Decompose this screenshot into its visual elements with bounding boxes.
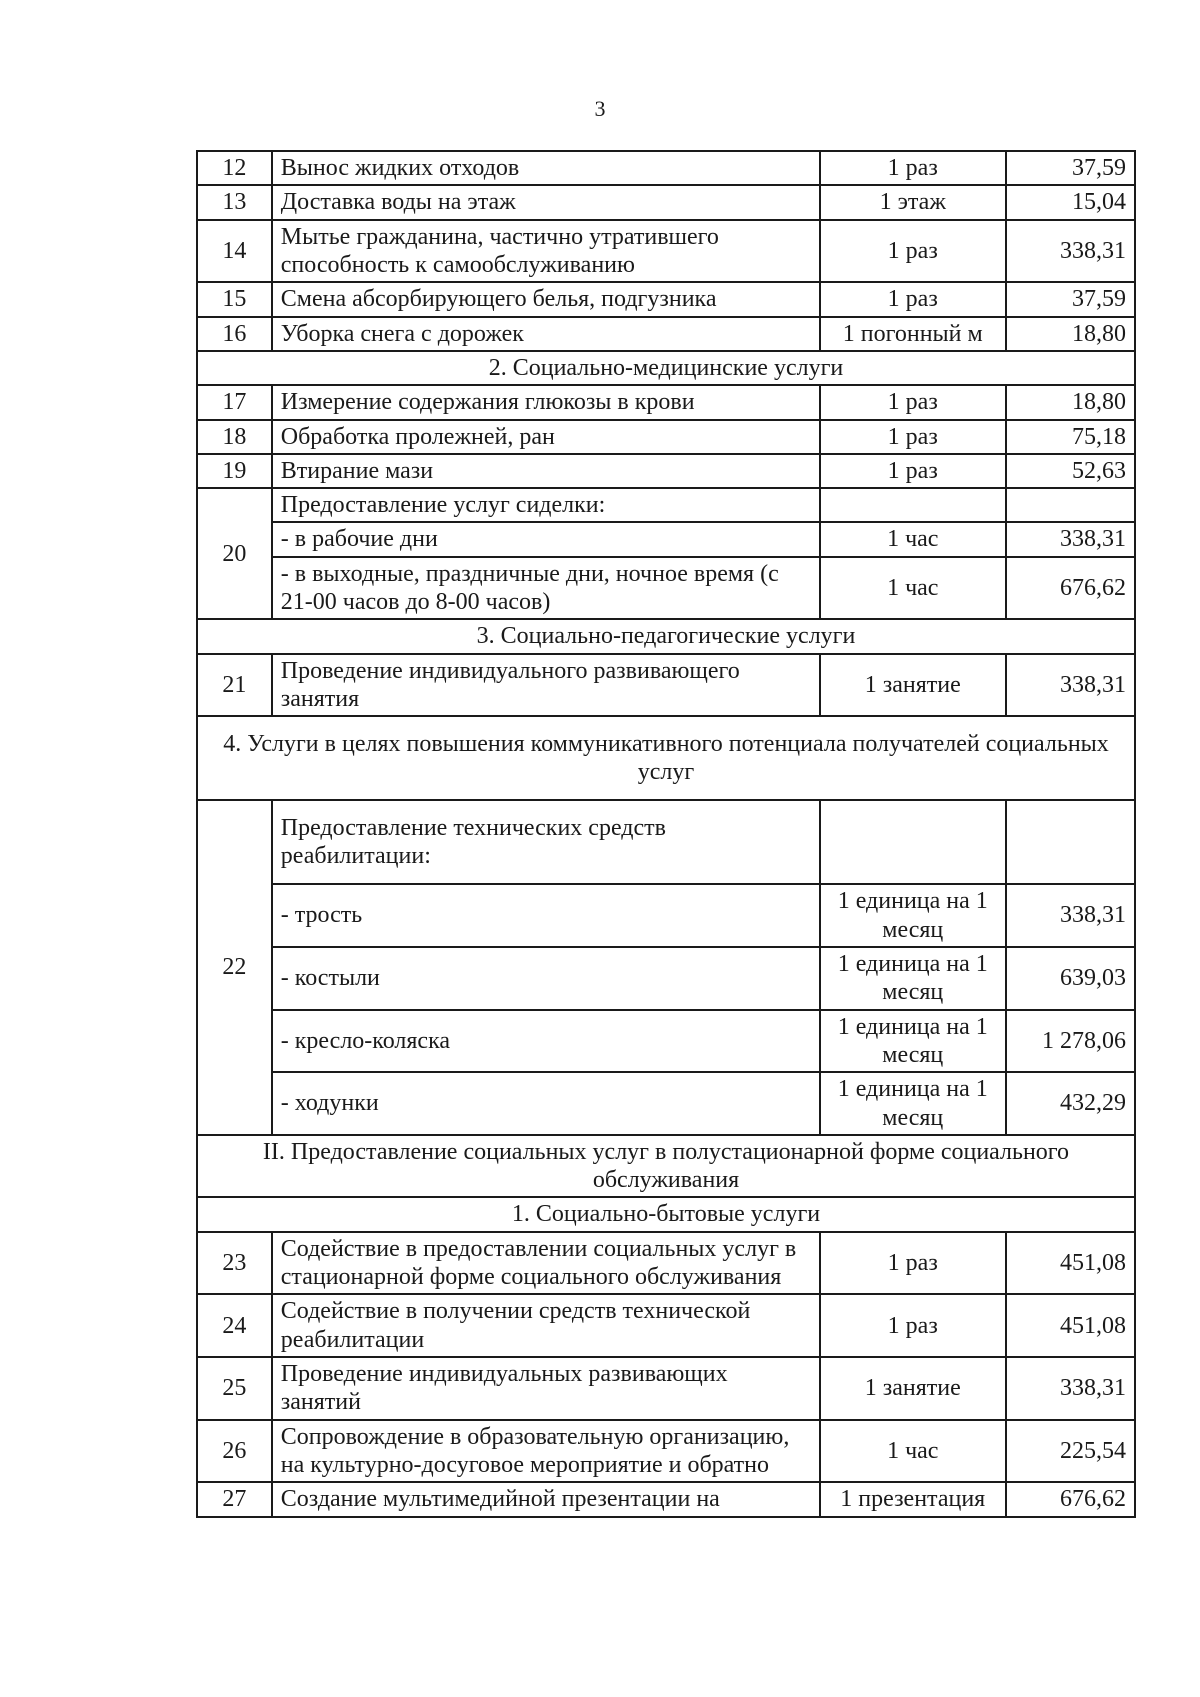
service-unit: 1 час xyxy=(820,557,1006,620)
service-name: - кресло-коляска xyxy=(272,1010,820,1073)
section-title: 3. Социально-педагогические услуги xyxy=(197,619,1135,653)
service-name: Мытье гражданина, частично утратившего способность к самообслуживанию xyxy=(272,220,820,283)
row-number: 16 xyxy=(197,317,272,351)
service-unit: 1 раз xyxy=(820,1232,1006,1295)
row-number: 13 xyxy=(197,185,272,219)
row-number: 15 xyxy=(197,282,272,316)
service-unit: 1 погонный м xyxy=(820,317,1006,351)
row-number: 25 xyxy=(197,1357,272,1420)
row-number: 14 xyxy=(197,220,272,283)
service-unit: 1 раз xyxy=(820,220,1006,283)
service-unit: 1 раз xyxy=(820,151,1006,185)
service-price: 15,04 xyxy=(1006,185,1135,219)
table-row xyxy=(197,654,1135,717)
service-unit: 1 единица на 1 месяц xyxy=(820,1010,1006,1073)
service-price: 338,31 xyxy=(1006,1357,1135,1420)
service-name: Обработка пролежней, ран xyxy=(272,420,820,454)
service-price: 451,08 xyxy=(1006,1294,1135,1357)
service-price xyxy=(1006,488,1135,522)
service-price: 451,08 xyxy=(1006,1232,1135,1295)
service-name: Смена абсорбирующего белья, подгузника xyxy=(272,282,820,316)
service-name: - ходунки xyxy=(272,1072,820,1135)
table-row xyxy=(197,800,1135,884)
service-name: Создание мультимедийной презентации на xyxy=(272,1482,820,1516)
service-price: 676,62 xyxy=(1006,557,1135,620)
table-row xyxy=(197,385,1135,419)
table-row xyxy=(197,488,1135,522)
service-price: 75,18 xyxy=(1006,420,1135,454)
row-number: 27 xyxy=(197,1482,272,1516)
row-number: 18 xyxy=(197,420,272,454)
table-subrow xyxy=(197,557,1135,620)
service-unit: 1 раз xyxy=(820,454,1006,488)
table-subrow xyxy=(197,1072,1135,1135)
service-unit: 1 раз xyxy=(820,420,1006,454)
service-unit: 1 раз xyxy=(820,385,1006,419)
row-number: 23 xyxy=(197,1232,272,1295)
service-price: 225,54 xyxy=(1006,1420,1135,1483)
service-price: 37,59 xyxy=(1006,282,1135,316)
service-name: - трость xyxy=(272,884,820,947)
service-price: 676,62 xyxy=(1006,1482,1135,1516)
section-header-row xyxy=(197,1197,1135,1231)
service-unit: 1 раз xyxy=(820,1294,1006,1357)
service-name: Предоставление услуг сиделки: xyxy=(272,488,820,522)
page-number: 3 xyxy=(594,96,606,121)
service-price xyxy=(1006,800,1135,884)
row-number: 17 xyxy=(197,385,272,419)
table-subrow xyxy=(197,884,1135,947)
service-unit: 1 занятие xyxy=(820,654,1006,717)
table-row xyxy=(197,282,1135,316)
table-row xyxy=(197,420,1135,454)
section-title: 1. Социально-бытовые услуги xyxy=(197,1197,1135,1231)
service-name: Втирание мази xyxy=(272,454,820,488)
service-name: Измерение содержания глюкозы в крови xyxy=(272,385,820,419)
section-header-row xyxy=(197,619,1135,653)
service-price: 52,63 xyxy=(1006,454,1135,488)
service-name: Уборка снега с дорожек xyxy=(272,317,820,351)
section-header-row xyxy=(197,351,1135,385)
service-name: Содействие в получении средств технической реабилитации xyxy=(272,1294,820,1357)
table-subrow xyxy=(197,1010,1135,1073)
table-row xyxy=(197,1482,1135,1516)
table-row xyxy=(197,220,1135,283)
service-unit: 1 час xyxy=(820,522,1006,556)
service-unit: 1 единица на 1 месяц xyxy=(820,947,1006,1010)
service-unit: 1 единица на 1 месяц xyxy=(820,884,1006,947)
service-name: Вынос жидких отходов xyxy=(272,151,820,185)
table-row xyxy=(197,317,1135,351)
service-name: - в рабочие дни xyxy=(272,522,820,556)
table-row xyxy=(197,185,1135,219)
service-price: 639,03 xyxy=(1006,947,1135,1010)
service-price: 338,31 xyxy=(1006,220,1135,283)
row-number: 24 xyxy=(197,1294,272,1357)
section-header-row xyxy=(197,716,1135,800)
table-row xyxy=(197,1420,1135,1483)
service-name: Предоставление технических средств реабилитации: xyxy=(272,800,820,884)
table-row xyxy=(197,1294,1135,1357)
service-unit: 1 единица на 1 месяц xyxy=(820,1072,1006,1135)
service-price: 18,80 xyxy=(1006,385,1135,419)
service-price: 338,31 xyxy=(1006,522,1135,556)
table-row xyxy=(197,1232,1135,1295)
service-unit: 1 час xyxy=(820,1420,1006,1483)
tariff-table xyxy=(196,150,1136,1518)
section-title: 2. Социально-медицинские услуги xyxy=(197,351,1135,385)
service-name: - в выходные, праздничные дни, ночное время (с 21-00 часов до 8-00 часов) xyxy=(272,557,820,620)
service-price: 338,31 xyxy=(1006,884,1135,947)
service-name: Проведение индивидуальных развивающих занятий xyxy=(272,1357,820,1420)
service-price: 432,29 xyxy=(1006,1072,1135,1135)
service-unit: 1 презентация xyxy=(820,1482,1006,1516)
service-name: - костыли xyxy=(272,947,820,1010)
service-price: 338,31 xyxy=(1006,654,1135,717)
service-price: 1 278,06 xyxy=(1006,1010,1135,1073)
table-subrow xyxy=(197,522,1135,556)
service-name: Содействие в предоставлении социальных услуг в стационарной форме социального обслуживания xyxy=(272,1232,820,1295)
row-number: 21 xyxy=(197,654,272,717)
service-price: 37,59 xyxy=(1006,151,1135,185)
row-number: 20 xyxy=(197,488,272,619)
service-name: Доставка воды на этаж xyxy=(272,185,820,219)
row-number: 26 xyxy=(197,1420,272,1483)
table-row xyxy=(197,454,1135,488)
table-row xyxy=(197,1357,1135,1420)
table-row xyxy=(197,151,1135,185)
part-title: II. Предоставление социальных услуг в полустационарной форме социального обслуживания xyxy=(197,1135,1135,1198)
service-unit: 1 этаж xyxy=(820,185,1006,219)
service-price: 18,80 xyxy=(1006,317,1135,351)
row-number: 12 xyxy=(197,151,272,185)
service-name: Проведение индивидуального развивающего занятия xyxy=(272,654,820,717)
service-unit: 1 занятие xyxy=(820,1357,1006,1420)
service-unit xyxy=(820,800,1006,884)
table-subrow xyxy=(197,947,1135,1010)
row-number: 22 xyxy=(197,800,272,1135)
service-unit xyxy=(820,488,1006,522)
row-number: 19 xyxy=(197,454,272,488)
section-header-row xyxy=(197,1135,1135,1198)
section-title: 4. Услуги в целях повышения коммуникативного потенциала получателей социальных услуг xyxy=(197,716,1135,800)
service-unit: 1 раз xyxy=(820,282,1006,316)
service-name: Сопровождение в образовательную организацию, на культурно-досуговое мероприятие и обратно xyxy=(272,1420,820,1483)
